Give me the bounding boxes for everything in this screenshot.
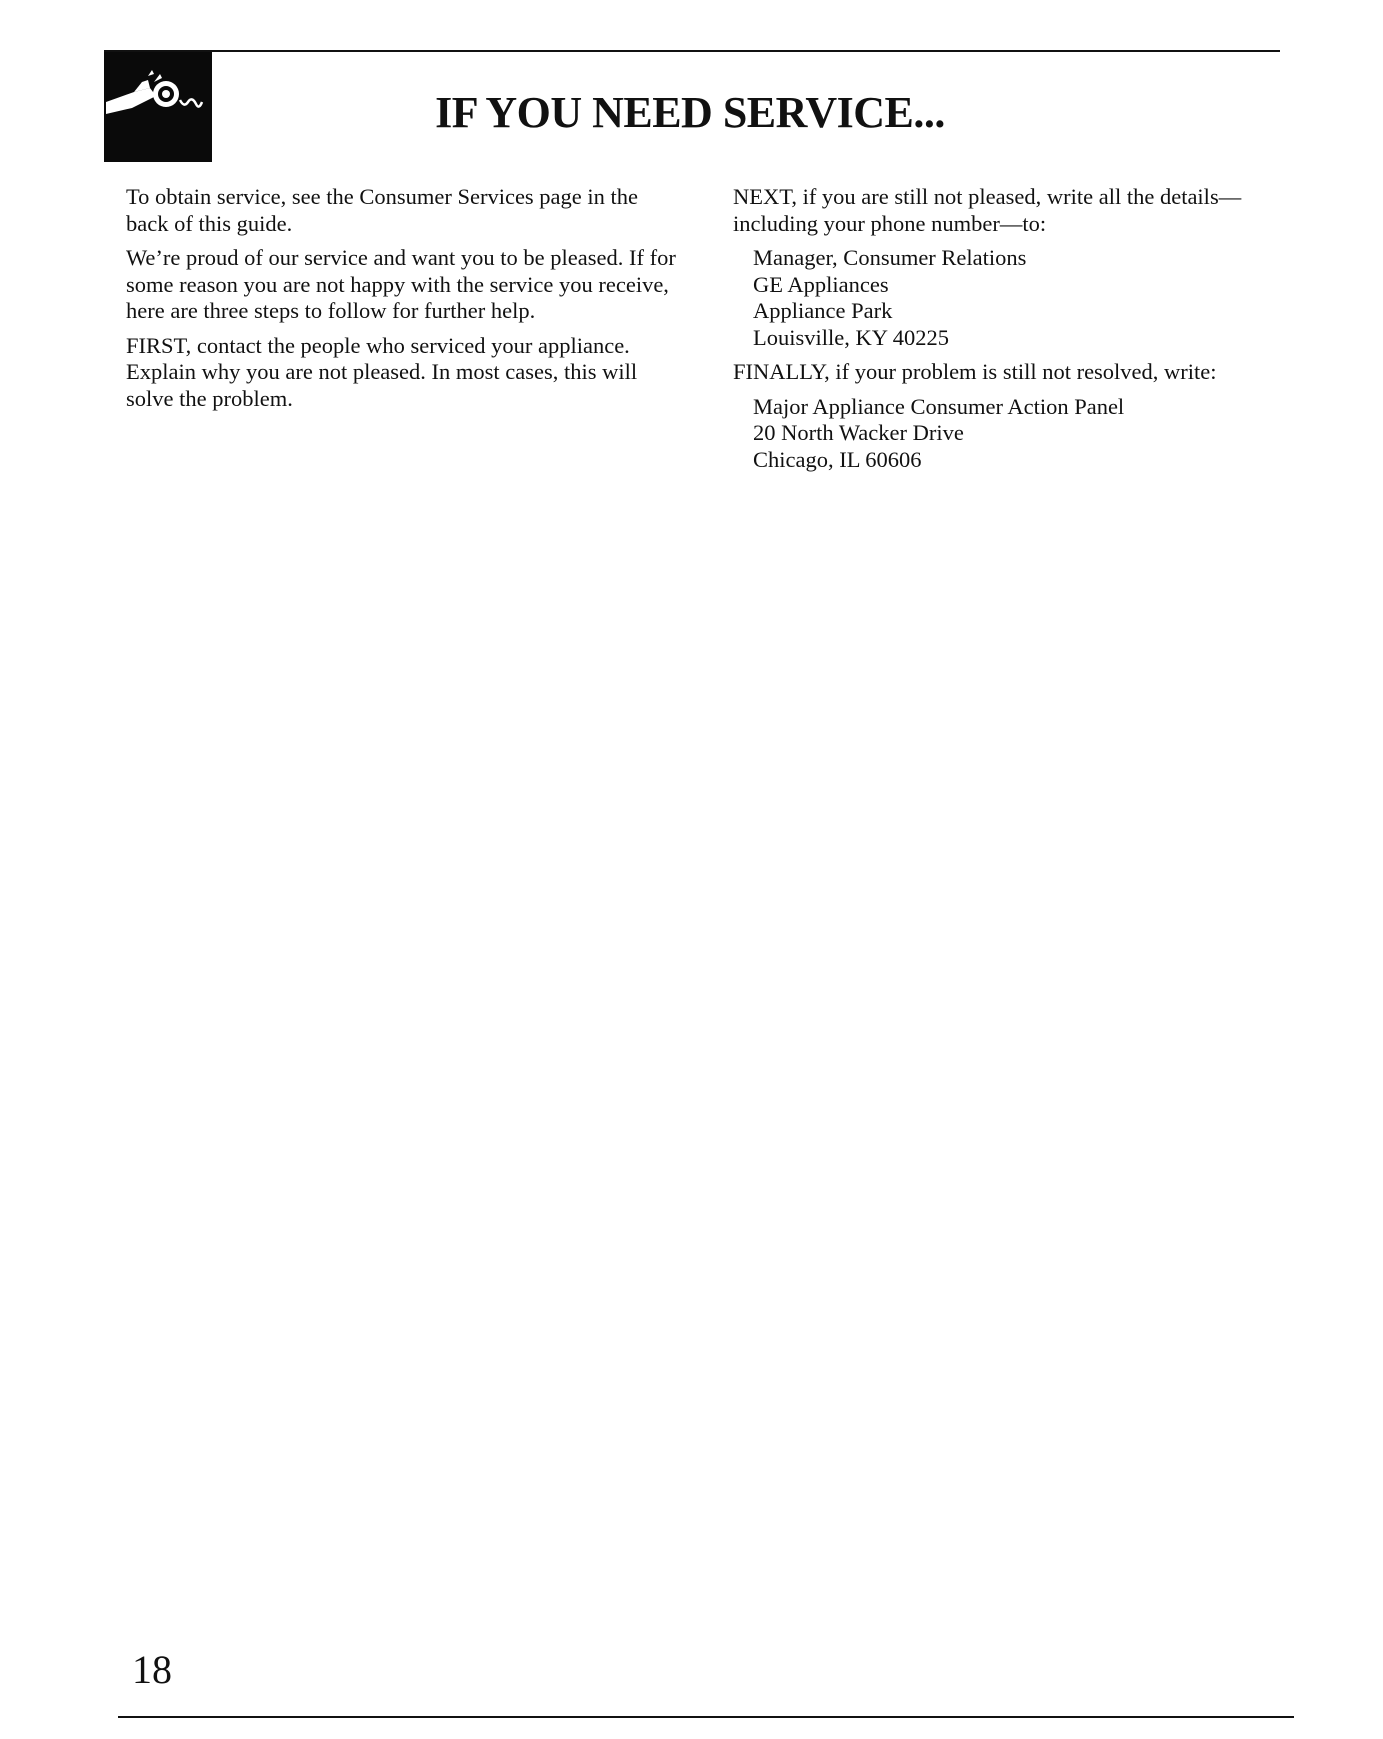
service-technician-icon: [104, 52, 212, 162]
page-number: 18: [132, 1647, 172, 1692]
icon-graphic: [104, 52, 212, 162]
left-column: [126, 184, 686, 420]
top-rule: [104, 50, 1280, 52]
page-title: IF YOU NEED SERVICE...: [435, 88, 945, 137]
address-line: Major Appliance Consumer Action Panel: [753, 393, 1125, 419]
intro-paragraph: To obtain service, see the Consumer Services page in the back of this guide.: [126, 184, 639, 236]
address-line: 20 North Wacker Drive: [753, 420, 964, 445]
finally-step-paragraph: FINALLY, if your problem is still not resolved, write:: [733, 359, 1217, 384]
address-line: GE Appliances: [753, 271, 889, 297]
first-step-paragraph: FIRST, contact the people who serviced your appliance. Explain why you are not pleased. In most cases, this will solve the problem.: [126, 332, 638, 411]
bottom-rule: [118, 1716, 1294, 1718]
next-step-paragraph: NEXT, if you are still not pleased, write all the details—including your phone number—to:: [733, 184, 1242, 236]
consumer-relations-address: [753, 245, 1293, 351]
right-column: [733, 184, 1293, 481]
pride-paragraph: We’re proud of our service and want you to be pleased. If for some reason you are not happy with the service you receive, here are three steps to follow for further help.: [126, 245, 676, 323]
address-line: Chicago, IL 60606: [753, 446, 922, 472]
address-line: Appliance Park: [753, 298, 893, 323]
address-line: Manager, Consumer Relations: [753, 245, 1027, 270]
address-line: Louisville, KY 40225: [753, 324, 950, 350]
action-panel-address: [753, 394, 1293, 474]
